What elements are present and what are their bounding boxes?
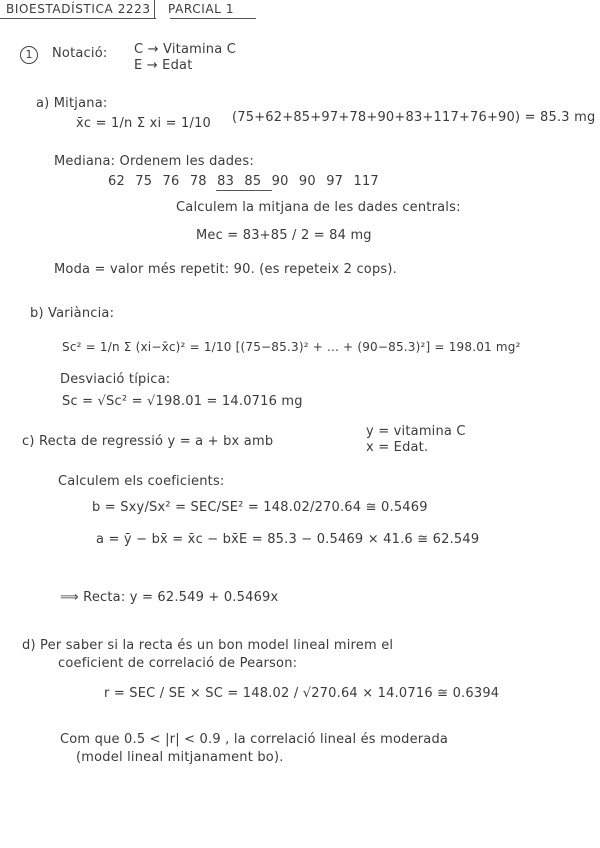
b-coefficient: b = Sxy/Sx² = SEC/SE² = 148.02/270.64 ≅ 0.5469 [92,500,428,515]
course-title: BIOESTADÍSTICA 2223 [6,2,151,16]
a-coefficient: a = ȳ − bx̄ = x̄c − bx̄E = 85.3 − 0.5469 × 41.6 ≅ 62.549 [96,532,480,547]
variance-formula: Sc² = 1/n Σ (xi−x̄c)² = 1/10 [(75−85.3)² + ... + (90−85.3)²] = 198.01 mg² [62,340,521,354]
notation-label: Notació: [52,46,108,61]
central-bracket [216,190,272,191]
pearson-r-formula: r = SEC / SE × SC = 148.02 / √270.64 × 14.0716 ≅ 0.6394 [104,686,500,701]
part-a-label: a) Mitjana: [36,96,108,111]
coefficients-label: Calculem els coeficients: [58,474,225,489]
part-d-label-2: coeficient de correlació de Pearson: [58,656,298,671]
median-label: Mediana: Ordenem les dades: [54,154,254,169]
header-divider [154,0,155,18]
conclusion-line-2: (model lineal mitjanament bo). [76,750,284,765]
conclusion-line-1: Com que 0.5 < |r| < 0.9 , la correlació lineal és moderada [60,732,449,747]
part-c-label: c) Recta de regressió y = a + bx amb [22,434,274,449]
notation-e: E → Edat [134,58,193,73]
median-value: Mec = 83+85 / 2 = 84 mg [196,228,372,243]
x-definition: x = Edat. [366,440,429,455]
part-b-label: b) Variància: [30,306,115,321]
y-definition: y = vitamina C [366,424,466,439]
sd-label: Desviació típica: [60,372,171,387]
mode-line: Moda = valor més repetit: 90. (es repeteix 2 cops). [54,262,397,277]
sd-formula: Sc = √Sc² = √198.01 = 14.0716 mg [62,394,303,409]
regression-line-result: ⟹ Recta: y = 62.549 + 0.5469x [60,590,279,605]
mean-formula-lhs: x̄c = 1/n Σ xi = 1/10 [76,116,212,131]
header-underline-2 [170,18,256,19]
notation-c: C → Vitamina C [134,42,237,57]
problem-number-circle: 1 [20,46,38,64]
header-underline-1 [0,18,156,19]
part-d-label: d) Per saber si la recta és un bon model lineal mirem el [22,638,394,653]
mean-formula-sum: (75+62+85+97+78+90+83+117+76+90) = 85.3 mg [232,110,596,125]
exam-title: PARCIAL 1 [168,2,235,16]
central-note: Calculem la mitjana de les dades centrals: [176,200,461,215]
sorted-data: 62 75 76 78 83 85 90 90 97 117 [108,174,379,189]
